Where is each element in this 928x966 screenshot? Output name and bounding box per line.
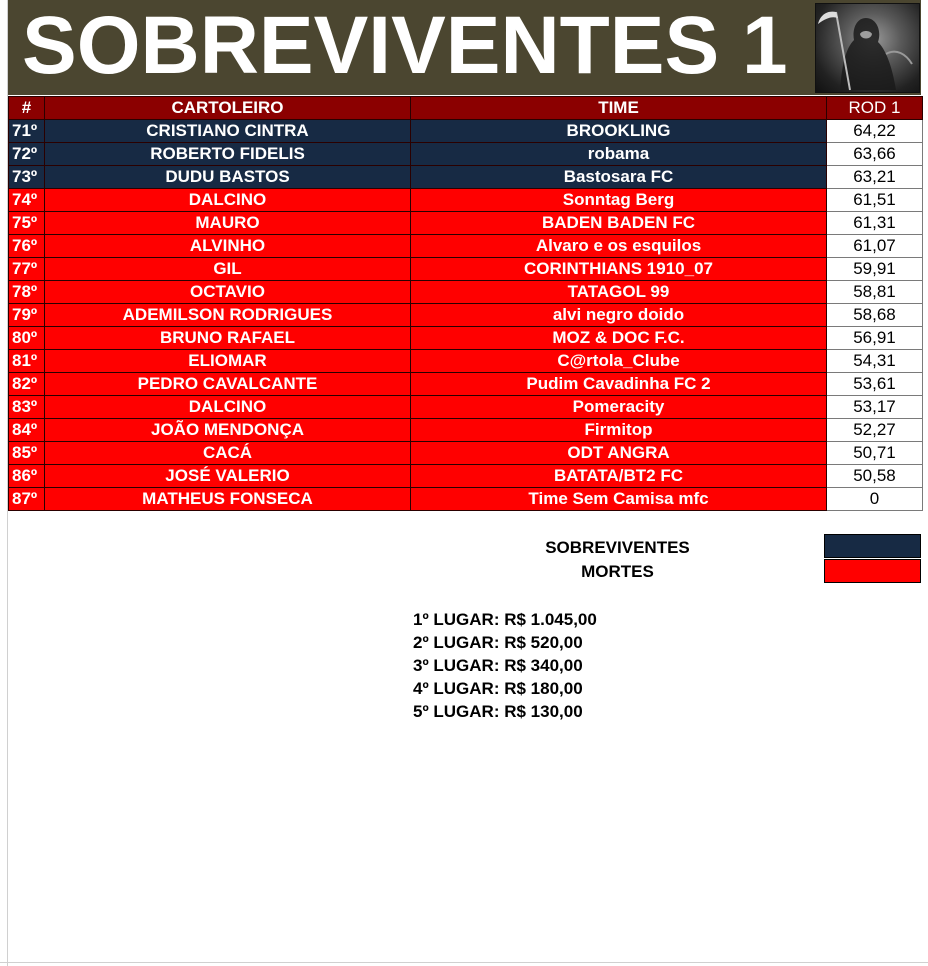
team-cell: ODT ANGRA bbox=[411, 442, 827, 465]
table-row bbox=[9, 304, 923, 327]
rank-cell: 80º bbox=[9, 327, 45, 350]
cartoleiro-cell: OCTAVIO bbox=[45, 281, 411, 304]
rank-cell: 87º bbox=[9, 488, 45, 511]
table-row bbox=[9, 235, 923, 258]
cartoleiro-cell: GIL bbox=[45, 258, 411, 281]
score-cell: 53,61 bbox=[827, 373, 923, 396]
table-row bbox=[9, 327, 923, 350]
cartoleiro-cell: CACÁ bbox=[45, 442, 411, 465]
cartoleiro-cell: CRISTIANO CINTRA bbox=[45, 120, 411, 143]
table-row bbox=[9, 281, 923, 304]
team-cell: Pomeracity bbox=[411, 396, 827, 419]
rank-cell: 79º bbox=[9, 304, 45, 327]
rank-cell: 71º bbox=[9, 120, 45, 143]
team-cell: TATAGOL 99 bbox=[411, 281, 827, 304]
team-cell: C@rtola_Clube bbox=[411, 350, 827, 373]
rank-cell: 82º bbox=[9, 373, 45, 396]
rank-cell: 77º bbox=[9, 258, 45, 281]
team-cell: robama bbox=[411, 143, 827, 166]
team-cell: alvi negro doido bbox=[411, 304, 827, 327]
table-row bbox=[9, 350, 923, 373]
score-cell: 61,51 bbox=[827, 189, 923, 212]
rank-cell: 86º bbox=[9, 465, 45, 488]
grim-reaper-icon bbox=[815, 3, 920, 93]
rank-cell: 72º bbox=[9, 143, 45, 166]
table-row bbox=[9, 396, 923, 419]
rank-cell: 74º bbox=[9, 189, 45, 212]
cartoleiro-cell: JOÃO MENDONÇA bbox=[45, 419, 411, 442]
team-cell: Pudim Cavadinha FC 2 bbox=[411, 373, 827, 396]
score-cell: 0 bbox=[827, 488, 923, 511]
prize-line: 4º LUGAR: R$ 180,00 bbox=[413, 679, 583, 698]
score-cell: 61,07 bbox=[827, 235, 923, 258]
cartoleiro-cell: BRUNO RAFAEL bbox=[45, 327, 411, 350]
rank-cell: 73º bbox=[9, 166, 45, 189]
cartoleiro-cell: JOSÉ VALERIO bbox=[45, 465, 411, 488]
cartoleiro-cell: MAURO bbox=[45, 212, 411, 235]
score-cell: 58,68 bbox=[827, 304, 923, 327]
score-cell: 63,21 bbox=[827, 166, 923, 189]
team-cell: CORINTHIANS 1910_07 bbox=[411, 258, 827, 281]
score-cell: 56,91 bbox=[827, 327, 923, 350]
bottom-gridline bbox=[0, 962, 928, 963]
team-cell: Time Sem Camisa mfc bbox=[411, 488, 827, 511]
cartoleiro-cell: DALCINO bbox=[45, 396, 411, 419]
score-cell: 58,81 bbox=[827, 281, 923, 304]
cartoleiro-cell: ROBERTO FIDELIS bbox=[45, 143, 411, 166]
score-cell: 59,91 bbox=[827, 258, 923, 281]
rank-cell: 83º bbox=[9, 396, 45, 419]
score-cell: 53,17 bbox=[827, 396, 923, 419]
team-cell: BROOKLING bbox=[411, 120, 827, 143]
score-cell: 50,71 bbox=[827, 442, 923, 465]
table-row bbox=[9, 120, 923, 143]
header-cartoleiro: CARTOLEIRO bbox=[45, 97, 411, 120]
header-pos: # bbox=[9, 97, 45, 120]
header-time: TIME bbox=[411, 97, 827, 120]
prize-list bbox=[413, 608, 597, 723]
prize-line: 2º LUGAR: R$ 520,00 bbox=[413, 633, 583, 652]
cartoleiro-cell: DALCINO bbox=[45, 189, 411, 212]
cartoleiro-cell: DUDU BASTOS bbox=[45, 166, 411, 189]
table-row bbox=[9, 442, 923, 465]
score-cell: 54,31 bbox=[827, 350, 923, 373]
team-cell: Firmitop bbox=[411, 419, 827, 442]
table-row bbox=[9, 189, 923, 212]
team-cell: BATATA/BT2 FC bbox=[411, 465, 827, 488]
prize-line: 3º LUGAR: R$ 340,00 bbox=[413, 656, 583, 675]
rank-cell: 78º bbox=[9, 281, 45, 304]
prize-line: 5º LUGAR: R$ 130,00 bbox=[413, 702, 583, 721]
rank-cell: 76º bbox=[9, 235, 45, 258]
table-row bbox=[9, 488, 923, 511]
table-row bbox=[9, 373, 923, 396]
banner-title: SOBREVIVENTES 1 bbox=[22, 0, 788, 91]
legend-alive-label: SOBREVIVENTES bbox=[545, 538, 690, 557]
legend-alive-swatch bbox=[824, 534, 921, 558]
score-cell: 50,58 bbox=[827, 465, 923, 488]
team-cell: Alvaro e os esquilos bbox=[411, 235, 827, 258]
rank-cell: 85º bbox=[9, 442, 45, 465]
score-cell: 61,31 bbox=[827, 212, 923, 235]
cartoleiro-cell: ADEMILSON RODRIGUES bbox=[45, 304, 411, 327]
table-row bbox=[9, 212, 923, 235]
team-cell: MOZ & DOC F.C. bbox=[411, 327, 827, 350]
title-banner bbox=[8, 0, 921, 95]
prize-line: 1º LUGAR: R$ 1.045,00 bbox=[413, 610, 597, 629]
legend-dead-label: MORTES bbox=[581, 562, 654, 581]
cartoleiro-cell: ELIOMAR bbox=[45, 350, 411, 373]
rank-cell: 84º bbox=[9, 419, 45, 442]
table-row bbox=[9, 465, 923, 488]
team-cell: BADEN BADEN FC bbox=[411, 212, 827, 235]
rank-cell: 81º bbox=[9, 350, 45, 373]
team-cell: Sonntag Berg bbox=[411, 189, 827, 212]
score-cell: 64,22 bbox=[827, 120, 923, 143]
score-cell: 52,27 bbox=[827, 419, 923, 442]
rank-cell: 75º bbox=[9, 212, 45, 235]
table-header-row bbox=[9, 97, 923, 120]
cartoleiro-cell: ALVINHO bbox=[45, 235, 411, 258]
team-cell: Bastosara FC bbox=[411, 166, 827, 189]
cartoleiro-cell: PEDRO CAVALCANTE bbox=[45, 373, 411, 396]
ranking-table bbox=[8, 96, 923, 511]
table-row bbox=[9, 143, 923, 166]
score-cell: 63,66 bbox=[827, 143, 923, 166]
table-row bbox=[9, 258, 923, 281]
table-row bbox=[9, 166, 923, 189]
table-row bbox=[9, 419, 923, 442]
cartoleiro-cell: MATHEUS FONSECA bbox=[45, 488, 411, 511]
legend-dead-swatch bbox=[824, 559, 921, 583]
header-rod1: ROD 1 bbox=[827, 97, 923, 120]
